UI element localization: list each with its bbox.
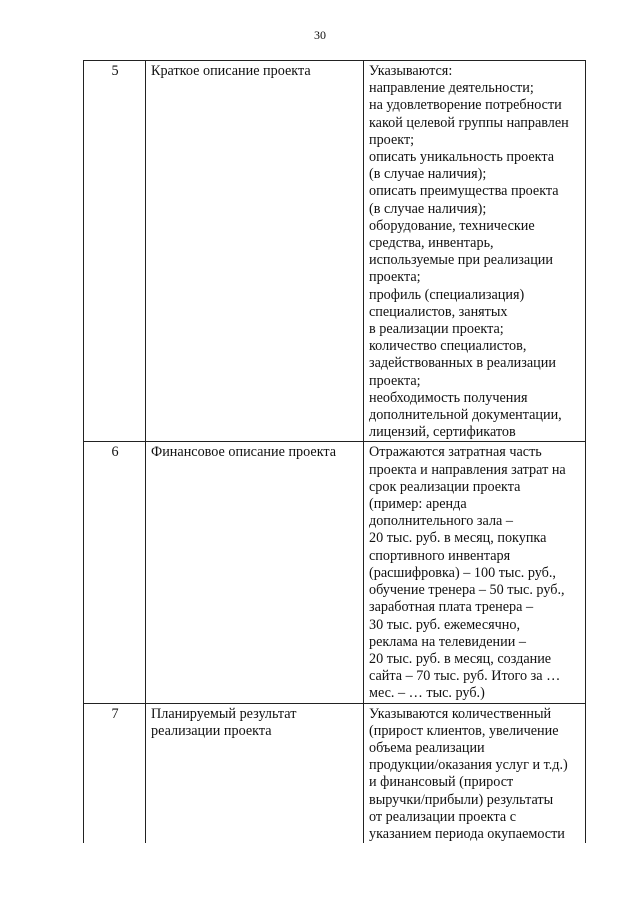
description-line: проекта и направления затрат на <box>369 461 566 478</box>
description-line: срок реализации проекта <box>369 478 521 495</box>
description-line: (пример: аренда <box>369 496 467 513</box>
section-name-line: реализации проекта <box>151 722 272 739</box>
description-line: обучение тренера – 50 тыс. руб., <box>369 582 565 599</box>
description-line: средства, инвентарь, <box>369 235 494 252</box>
description-line: объема реализации <box>369 739 485 756</box>
section-name-line: Планируемый результат <box>151 705 297 722</box>
description-line: Указываются: <box>369 63 453 79</box>
description-line: (прирост клиентов, увеличение <box>369 722 559 739</box>
section-name-line: Финансовое описание проекта <box>151 444 337 461</box>
description-line: в реализации проекта; <box>369 321 504 338</box>
requirements-table <box>83 60 586 843</box>
description-line: заработная плата тренера – <box>369 599 534 616</box>
description-line: продукции/оказания услуг и т.д.) <box>369 757 568 774</box>
row-number-cell: 5 <box>84 61 146 442</box>
description-line: сайта – 70 тыс. руб. Итого за … <box>369 668 561 685</box>
description-line: и финансовый (прирост <box>369 774 514 791</box>
description-line: реклама на телевидении – <box>369 633 526 650</box>
description-line: задействованных в реализации <box>369 355 556 372</box>
section-description-cell <box>364 442 586 703</box>
description-line: используемые при реализации <box>369 252 553 269</box>
description-line: какой целевой группы направлен <box>369 114 569 131</box>
description-line: спортивного инвентаря <box>369 547 511 564</box>
page-number: 30 <box>314 28 326 42</box>
description-line: 20 тыс. руб. в месяц, покупка <box>369 530 547 547</box>
description-line: проект; <box>369 131 415 148</box>
table-row <box>84 61 586 442</box>
section-name-line: Краткое описание проекта <box>151 63 311 79</box>
table-row <box>84 703 586 843</box>
table-row <box>84 442 586 703</box>
description-line: 20 тыс. руб. в месяц, создание <box>369 650 552 667</box>
description-line: Отражаются затратная часть <box>369 444 542 461</box>
section-description-cell <box>364 703 586 843</box>
description-line: оборудование, технические <box>369 217 535 234</box>
row-number-cell: 6 <box>84 442 146 703</box>
description-line: дополнительной документации, <box>369 407 562 424</box>
section-name-cell <box>146 442 364 703</box>
description-line: (в случае наличия); <box>369 166 487 183</box>
description-line: направление деятельности; <box>369 80 534 97</box>
section-name-cell <box>146 61 364 442</box>
description-line: (расшифровка) – 100 тыс. руб., <box>369 564 556 581</box>
row-number-cell: 7 <box>84 703 146 843</box>
section-description-cell <box>364 61 586 442</box>
description-line: (в случае наличия); <box>369 200 487 217</box>
section-name-cell <box>146 703 364 843</box>
description-line: мес. – … тыс. руб.) <box>369 685 485 702</box>
description-line: 30 тыс. руб. ежемесячно, <box>369 616 521 633</box>
description-line: проекта; <box>369 372 421 389</box>
description-line: профиль (специализация) <box>369 286 525 303</box>
description-line: лицензий, сертификатов <box>369 424 516 441</box>
description-line: специалистов, занятых <box>369 303 508 320</box>
description-line: от реализации проекта с <box>369 808 517 825</box>
description-line: количество специалистов, <box>369 338 527 355</box>
description-line: описать преимущества проекта <box>369 183 559 200</box>
description-line: выручки/прибыли) результаты <box>369 791 554 808</box>
description-line: описать уникальность проекта <box>369 149 555 166</box>
description-line: на удовлетворение потребности <box>369 97 562 114</box>
table-body <box>84 61 586 844</box>
description-line: указанием периода окупаемости <box>369 825 565 842</box>
description-line: необходимость получения <box>369 389 528 406</box>
description-line: дополнительного зала – <box>369 513 513 530</box>
description-line: проекта; <box>369 269 421 286</box>
description-line: Указываются количественный <box>369 705 552 722</box>
